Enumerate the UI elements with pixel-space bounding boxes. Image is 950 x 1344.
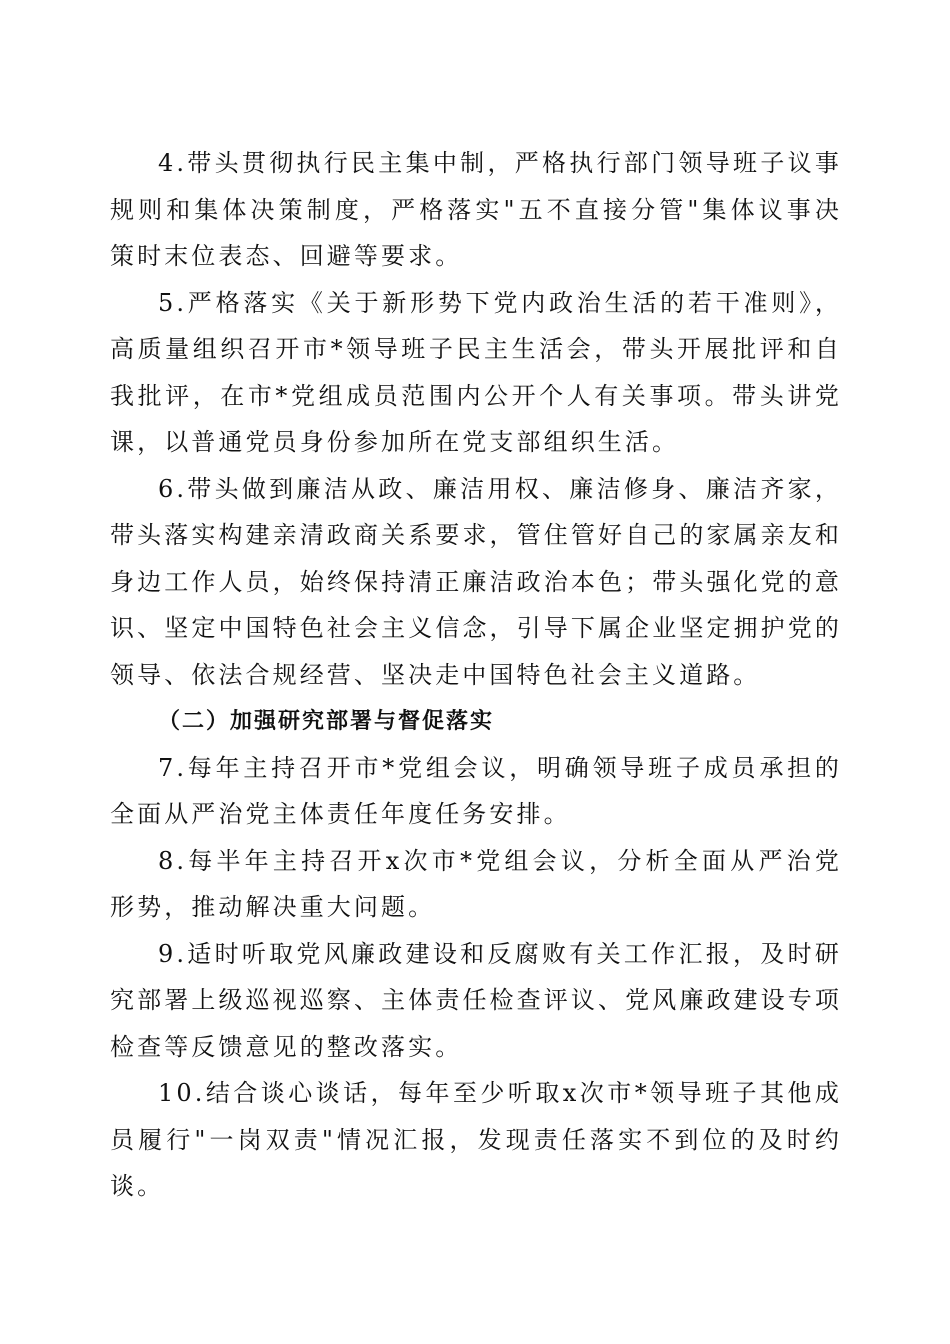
paragraph-item-10: 10.结合谈心谈话，每年至少听取x次市*领导班子其他成员履行"一岗双责"情况汇报，发现责任落实不到位的及时约谈。 bbox=[110, 1079, 842, 1200]
paragraph-item-7: 7.每年主持召开市*党组会议，明确领导班子成员承担的全面从严治党主体责任年度任务安排。 bbox=[110, 753, 842, 828]
document-body bbox=[110, 140, 842, 1210]
section-heading: （二）加强研究部署与督促落实 bbox=[158, 708, 495, 734]
paragraph-item-5: 5.严格落实《关于新形势下党内政治生活的若干准则》，高质量组织召开市*领导班子民主生活会，带头开展批评和自我批评，在市*党组成员范围内公开个人有关事项。带头讲党课，以普通党员身份参加所在党支部组织生活。 bbox=[110, 288, 842, 456]
paragraph-item-6: 6.带头做到廉洁从政、廉洁用权、廉洁修身、廉洁齐家，带头落实构建亲清政商关系要求，管住管好自己的家属亲友和身边工作人员，始终保持清正廉洁政治本色；带头强化党的意识、坚定中国特色社会主义信念，引导下属企业坚定拥护党的领导、依法合规经营、坚决走中国特色社会主义道路。 bbox=[110, 474, 842, 689]
paragraph-item-9: 9.适时听取党风廉政建设和反腐败有关工作汇报，及时研究部署上级巡视巡察、主体责任检查评议、党风廉政建设专项检查等反馈意见的整改落实。 bbox=[110, 939, 842, 1061]
paragraph-item-8: 8.每半年主持召开x次市*党组会议，分析全面从严治党形势，推动解决重大问题。 bbox=[110, 846, 842, 921]
paragraph-item-4: 4.带头贯彻执行民主集中制，严格执行部门领导班子议事规则和集体决策制度，严格落实"五不直接分管"集体议事决策时末位表态、回避等要求。 bbox=[110, 149, 842, 270]
